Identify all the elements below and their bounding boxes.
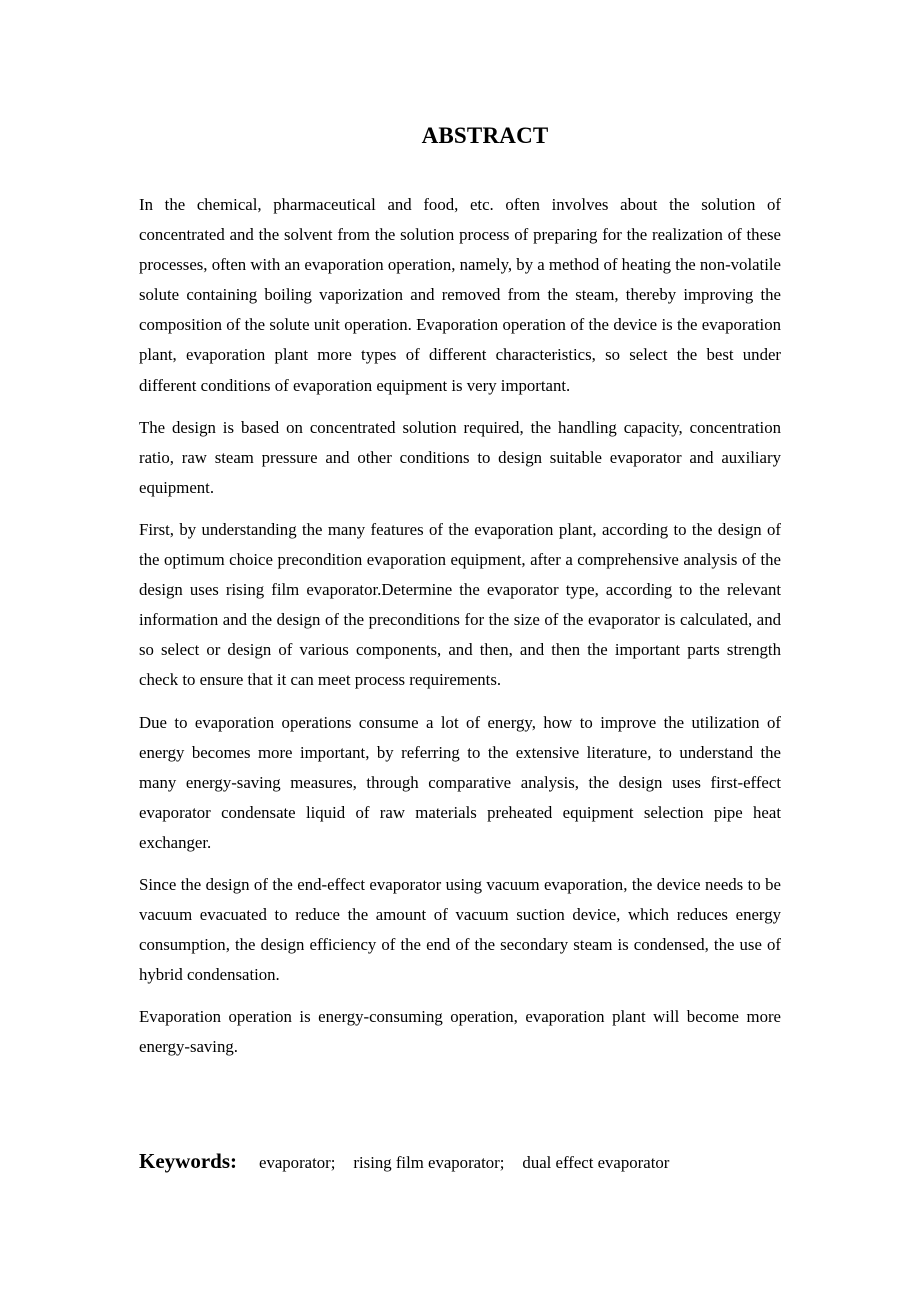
abstract-paragraph-4: Due to evaporation operations consume a lot of energy, how to improve the utilization of energy becomes more important, by referring to the extensive literature, to understand the many energy-saving measures, through comparative analysis, the design uses first-effect evaporator condensate liquid of raw materials preheated equipment selection pipe heat exchanger.: [139, 712, 781, 852]
keywords-label: Keywords:: [139, 1149, 237, 1173]
abstract-paragraph-2: The design is based on concentrated solution required, the handling capacity, concentration ratio, raw steam pressure and other conditions to design suitable evaporator and auxiliary equipment.: [139, 417, 781, 497]
keyword-item: dual effect evaporator: [522, 1153, 670, 1172]
abstract-paragraph-6: Evaporation operation is energy-consuming operation, evaporation plant will become more energy-saving.: [139, 1007, 781, 1057]
keyword-item: evaporator;: [259, 1153, 336, 1172]
keyword-item: rising film evaporator;: [353, 1153, 505, 1172]
page-title: ABSTRACT: [421, 123, 549, 148]
abstract-paragraph-1: In the chemical, pharmaceutical and food, etc. often involves about the solution of concentrated and the solvent from the solution process of preparing for the realization of these processes, often with an evaporation operation, namely, by a method of heating the non-volatile solute containing boiling vaporization and removed from the steam, thereby improving the composition of the solute unit operation. Evaporation operation of the device is the evaporation plant, evaporation plant more types of different characteristics, so select the best under different conditions of evaporation equipment is very important.: [139, 195, 781, 395]
abstract-paragraph-3: First, by understanding the many features of the evaporation plant, according to the design of the optimum choice precondition evaporation equipment, after a comprehensive analysis of the design uses rising film evaporator.Determine the evaporator type, according to the relevant information and the design of the preconditions for the size of the evaporator is calculated, and so select or design of various components, and then, and then the important parts strength check to ensure that it can meet process requirements.: [139, 519, 781, 690]
keywords-line: [139, 1145, 839, 1180]
abstract-paragraph-5: Since the design of the end-effect evaporator using vacuum evaporation, the device needs to be vacuum evacuated to reduce the amount of vacuum suction device, which reduces energy consumption, the design efficiency of the end of the secondary steam is condensed, the use of hybrid condensation.: [139, 874, 781, 985]
abstract-body: [139, 190, 781, 1075]
